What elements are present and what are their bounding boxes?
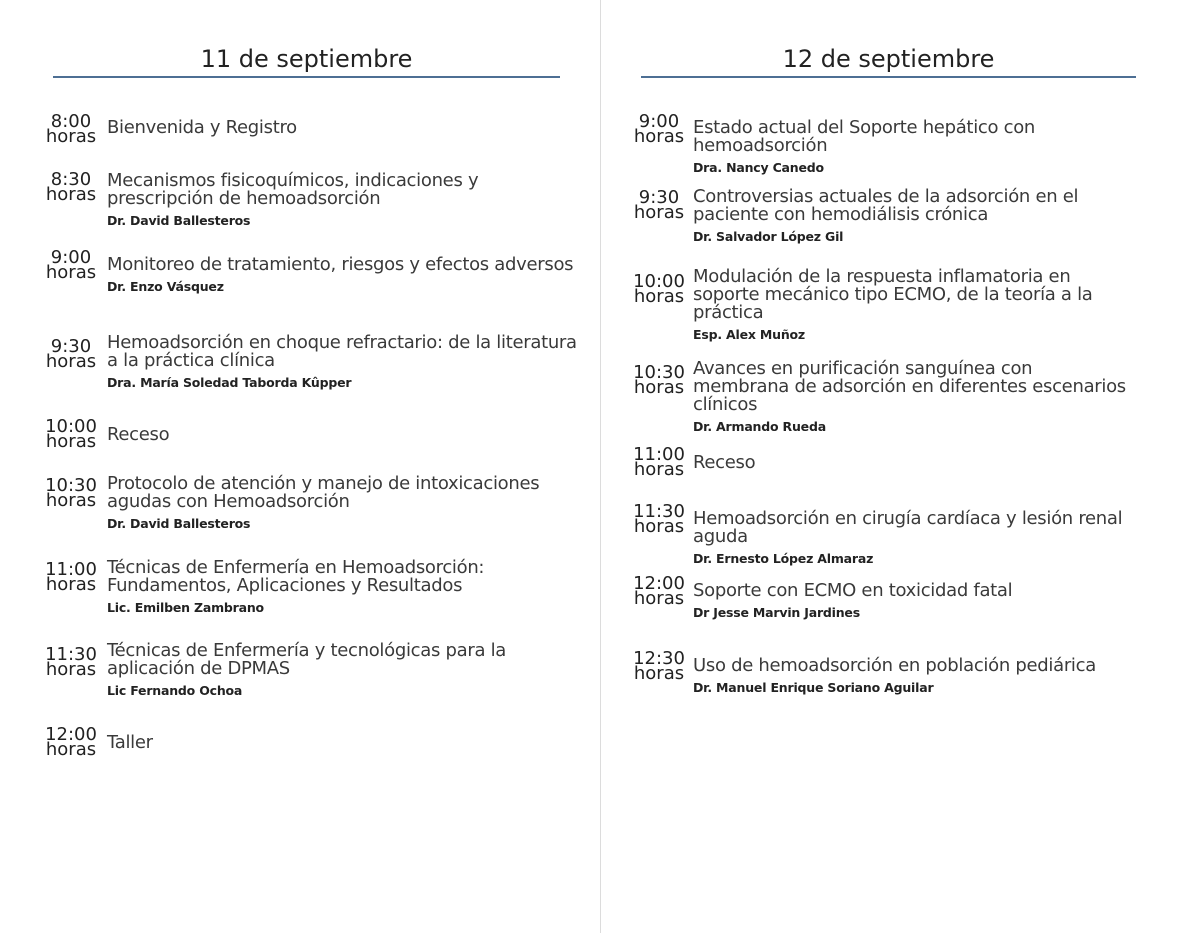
item-content bbox=[107, 334, 577, 390]
time-label bbox=[45, 111, 97, 147]
time-label bbox=[45, 416, 97, 452]
time-hour: 11:00 bbox=[633, 444, 685, 465]
time-hour: 9:00 bbox=[50, 247, 92, 268]
item-title: Controversias actuales de la adsorción en el paciente con hemodiálisis crónica bbox=[693, 186, 1079, 225]
item-speaker: Dr. David Ballesteros bbox=[107, 213, 251, 228]
time-hour: 9:30 bbox=[638, 187, 680, 208]
time-label bbox=[45, 644, 97, 680]
item-title: Receso bbox=[693, 452, 756, 473]
item-speaker: Lic Fernando Ochoa bbox=[107, 683, 243, 698]
time-hour: 11:30 bbox=[633, 501, 685, 522]
day-2-title: 12 de septiembre bbox=[782, 45, 995, 73]
time-unit: horas bbox=[633, 286, 685, 307]
time-hour: 9:30 bbox=[50, 336, 92, 357]
time-label bbox=[633, 501, 685, 537]
time-unit: horas bbox=[633, 663, 685, 684]
item-content bbox=[693, 657, 1133, 695]
time-unit: horas bbox=[45, 490, 97, 511]
item-speaker: Dra. María Soledad Taborda Kûpper bbox=[107, 375, 352, 390]
time-label bbox=[633, 444, 685, 480]
time-hour: 12:00 bbox=[45, 724, 97, 745]
item-title: Avances en purificación sanguínea con membrana de adsorción en diferentes escenarios clínicos bbox=[693, 358, 1126, 415]
item-speaker: Esp. Alex Muñoz bbox=[693, 327, 805, 342]
item-speaker: Lic. Emilben Zambrano bbox=[107, 600, 264, 615]
time-hour: 10:30 bbox=[45, 475, 97, 496]
time-label bbox=[633, 111, 685, 147]
time-unit: horas bbox=[45, 126, 97, 147]
item-title: Monitoreo de tratamiento, riesgos y efectos adversos bbox=[107, 254, 574, 275]
item-content bbox=[107, 642, 577, 698]
item-content bbox=[693, 188, 1133, 244]
item-title: Uso de hemoadsorción en población pediárica bbox=[693, 655, 1096, 676]
item-title: Soporte con ECMO en toxicidad fatal bbox=[693, 580, 1013, 601]
item-title: Mecanismos fisicoquímicos, indicaciones y prescripción de hemoadsorción bbox=[107, 170, 479, 209]
item-content bbox=[693, 119, 1133, 175]
item-title: Técnicas de Enfermería y tecnológicas para la aplicación de DPMAS bbox=[107, 640, 507, 679]
item-title: Receso bbox=[107, 424, 170, 445]
item-title: Hemoadsorción en choque refractario: de la literatura a la práctica clínica bbox=[107, 332, 577, 371]
time-label bbox=[45, 475, 97, 511]
item-content bbox=[107, 475, 577, 531]
day-2-rule bbox=[641, 76, 1136, 78]
time-hour: 11:30 bbox=[45, 644, 97, 665]
item-title: Protocolo de atención y manejo de intoxicaciones agudas con Hemoadsorción bbox=[107, 473, 540, 512]
time-hour: 8:00 bbox=[50, 111, 92, 132]
item-speaker: Dr. Salvador López Gil bbox=[693, 229, 844, 244]
time-unit: horas bbox=[633, 202, 685, 223]
time-unit: horas bbox=[45, 431, 97, 452]
item-speaker: Dra. Nancy Canedo bbox=[693, 160, 824, 175]
time-label bbox=[633, 271, 685, 307]
item-title: Modulación de la respuesta inflamatoria en soporte mecánico tipo ECMO, de la teoría a la práctica bbox=[693, 266, 1093, 323]
time-label bbox=[633, 187, 685, 223]
item-content bbox=[107, 559, 577, 615]
time-unit: horas bbox=[633, 459, 685, 480]
time-hour: 10:00 bbox=[45, 416, 97, 437]
time-unit: horas bbox=[45, 351, 97, 372]
item-content bbox=[693, 582, 1133, 620]
time-hour: 9:00 bbox=[638, 111, 680, 132]
day-2-column bbox=[601, 0, 1200, 933]
item-speaker: Dr. Ernesto López Almaraz bbox=[693, 551, 874, 566]
item-title: Hemoadsorción en cirugía cardíaca y lesión renal aguda bbox=[693, 508, 1123, 547]
time-unit: horas bbox=[45, 739, 97, 760]
item-content bbox=[693, 268, 1133, 342]
time-unit: horas bbox=[633, 126, 685, 147]
time-hour: 11:00 bbox=[45, 559, 97, 580]
item-title: Bienvenida y Registro bbox=[107, 117, 297, 138]
time-unit: horas bbox=[45, 262, 97, 283]
time-hour: 12:00 bbox=[633, 573, 685, 594]
item-speaker: Dr. David Ballesteros bbox=[107, 516, 251, 531]
time-unit: horas bbox=[633, 588, 685, 609]
time-hour: 8:30 bbox=[50, 169, 92, 190]
item-speaker: Dr. Enzo Vásquez bbox=[107, 279, 224, 294]
time-hour: 10:00 bbox=[633, 271, 685, 292]
day-1-title: 11 de septiembre bbox=[200, 45, 413, 73]
time-unit: horas bbox=[45, 184, 97, 205]
item-speaker: Dr. Manuel Enrique Soriano Aguilar bbox=[693, 680, 934, 695]
item-title: Estado actual del Soporte hepático con hemoadsorción bbox=[693, 117, 1036, 156]
item-content bbox=[107, 119, 577, 137]
time-hour: 12:30 bbox=[633, 648, 685, 669]
time-label bbox=[633, 573, 685, 609]
time-hour: 10:30 bbox=[633, 362, 685, 383]
time-label bbox=[633, 648, 685, 684]
item-speaker: Dr. Armando Rueda bbox=[693, 419, 826, 434]
item-content bbox=[693, 360, 1133, 434]
item-content bbox=[107, 734, 577, 752]
time-label bbox=[45, 559, 97, 595]
time-label bbox=[45, 336, 97, 372]
item-content bbox=[107, 172, 577, 228]
item-content bbox=[107, 256, 577, 294]
time-label bbox=[45, 169, 97, 205]
time-unit: horas bbox=[45, 574, 97, 595]
time-unit: horas bbox=[633, 516, 685, 537]
item-title: Técnicas de Enfermería en Hemoadsorción: Fundamentos, Aplicaciones y Resultados bbox=[107, 557, 485, 596]
item-content bbox=[693, 510, 1133, 566]
day-1-rule bbox=[53, 76, 560, 78]
time-label bbox=[45, 724, 97, 760]
time-unit: horas bbox=[633, 377, 685, 398]
time-label bbox=[633, 362, 685, 398]
item-title: Taller bbox=[107, 732, 153, 753]
item-content bbox=[107, 426, 577, 444]
item-speaker: Dr Jesse Marvin Jardines bbox=[693, 605, 860, 620]
time-unit: horas bbox=[45, 659, 97, 680]
time-label bbox=[45, 247, 97, 283]
item-content bbox=[693, 454, 1133, 472]
